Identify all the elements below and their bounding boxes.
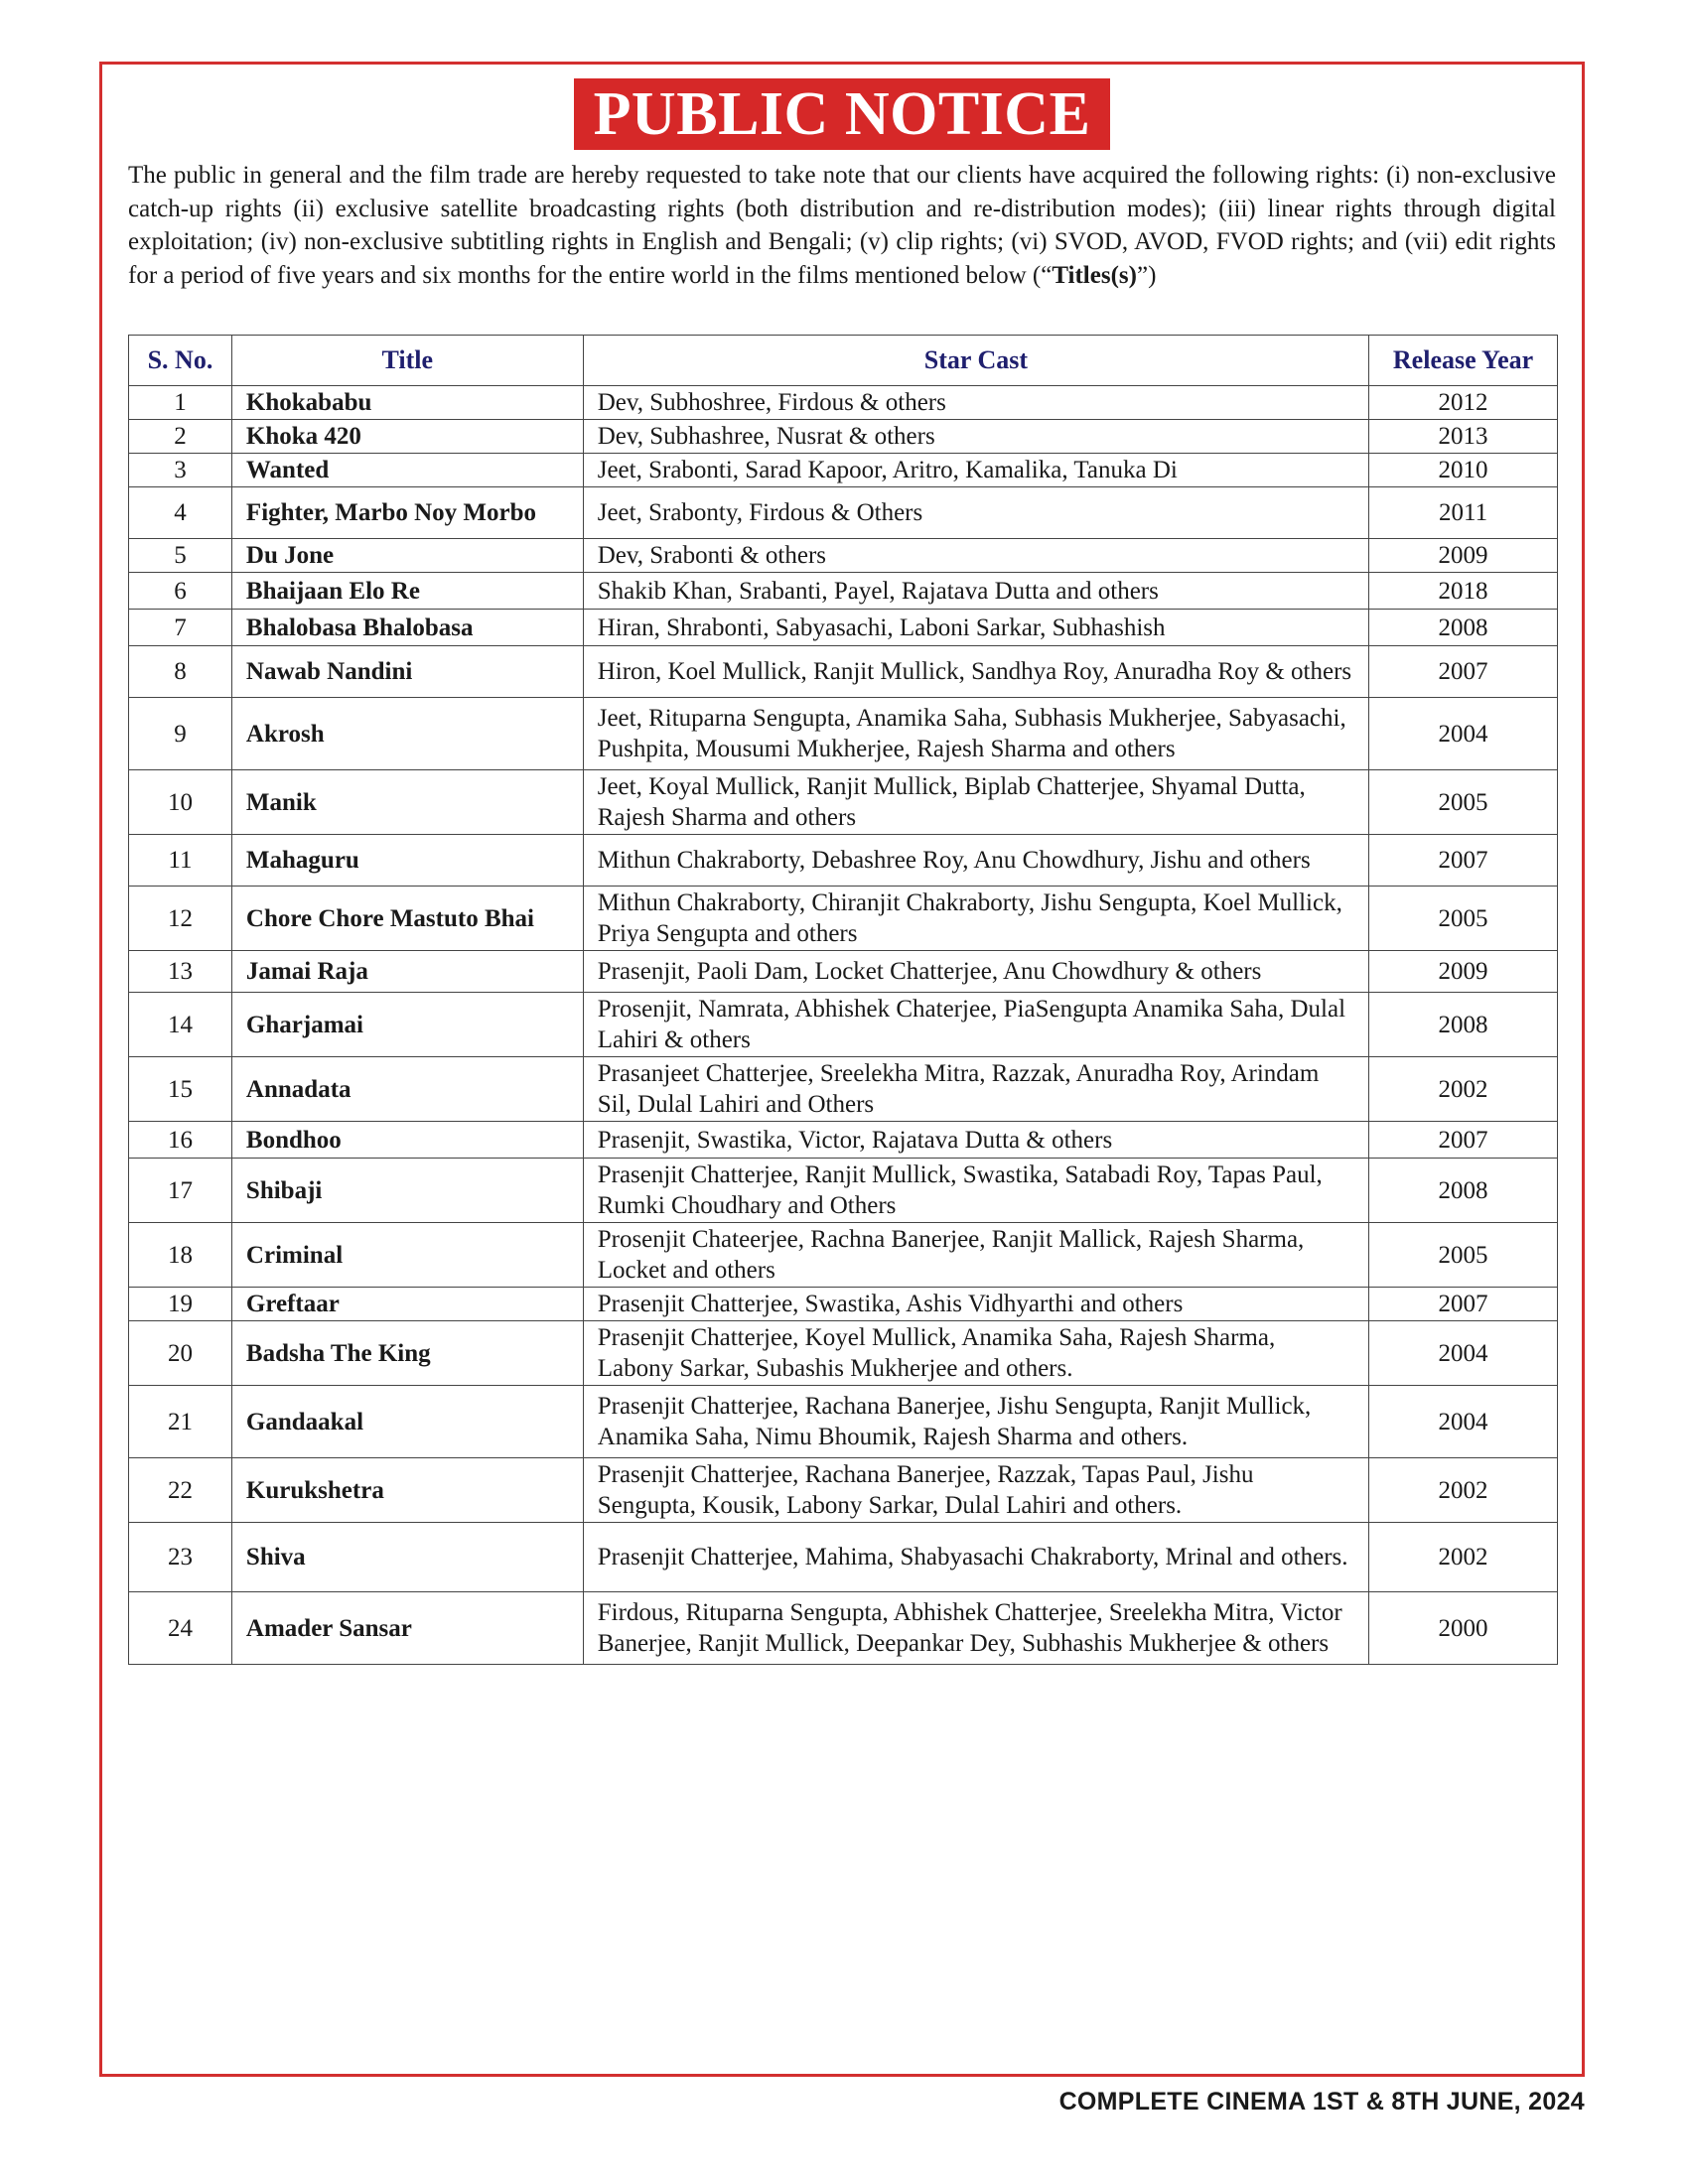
- row-cast: Mithun Chakraborty, Debashree Roy, Anu Chowdhury, Jishu and others: [583, 835, 1368, 887]
- row-sno: 9: [129, 698, 232, 770]
- row-cast: Prosenjit, Namrata, Abhishek Chaterjee, PiaSengupta Anamika Saha, Dulal Lahiri & others: [583, 993, 1368, 1057]
- row-year: 2007: [1369, 1288, 1558, 1321]
- row-year: 2005: [1369, 887, 1558, 951]
- row-title: Akrosh: [231, 698, 583, 770]
- row-sno: 24: [129, 1592, 232, 1665]
- row-year: 2009: [1369, 539, 1558, 573]
- table-row: [129, 770, 1558, 835]
- row-sno: 18: [129, 1223, 232, 1288]
- row-cast: Jeet, Srabonty, Firdous & Others: [583, 487, 1368, 539]
- row-cast: Dev, Srabonti & others: [583, 539, 1368, 573]
- row-cast: Jeet, Rituparna Sengupta, Anamika Saha, Subhasis Mukherjee, Sabyasachi, Pushpita, Mousumi Mukherjee, Rajesh Sharma and others: [583, 698, 1368, 770]
- notice-title: PUBLIC NOTICE: [574, 78, 1111, 150]
- row-sno: 17: [129, 1159, 232, 1223]
- row-sno: 1: [129, 386, 232, 420]
- row-sno: 10: [129, 770, 232, 835]
- row-year: 2011: [1369, 487, 1558, 539]
- row-cast: Prasenjit Chatterjee, Ranjit Mullick, Swastika, Satabadi Roy, Tapas Paul, Rumki Choudhary and Others: [583, 1159, 1368, 1223]
- row-cast: Jeet, Srabonti, Sarad Kapoor, Aritro, Kamalika, Tanuka Di: [583, 454, 1368, 487]
- row-title: Bondhoo: [231, 1122, 583, 1159]
- row-title: Jamai Raja: [231, 951, 583, 993]
- row-year: 2010: [1369, 454, 1558, 487]
- table-row: [129, 610, 1558, 646]
- table-header-row: [129, 336, 1558, 386]
- row-cast: Shakib Khan, Srabanti, Payel, Rajatava Dutta and others: [583, 573, 1368, 610]
- row-sno: 21: [129, 1386, 232, 1458]
- row-year: 2002: [1369, 1458, 1558, 1523]
- row-sno: 19: [129, 1288, 232, 1321]
- row-year: 2018: [1369, 573, 1558, 610]
- table-row: [129, 1386, 1558, 1458]
- row-year: 2012: [1369, 386, 1558, 420]
- notice-intro: [128, 159, 1556, 292]
- row-year: 2004: [1369, 1386, 1558, 1458]
- row-year: 2002: [1369, 1523, 1558, 1592]
- row-cast: Prasenjit Chatterjee, Mahima, Shabyasachi Chakraborty, Mrinal and others.: [583, 1523, 1368, 1592]
- table-row: [129, 454, 1558, 487]
- row-cast: Prosenjit Chateerjee, Rachna Banerjee, Ranjit Mallick, Rajesh Sharma, Locket and others: [583, 1223, 1368, 1288]
- row-sno: 20: [129, 1321, 232, 1386]
- table-row: [129, 698, 1558, 770]
- table-row: [129, 1523, 1558, 1592]
- header-sno: S. No.: [129, 336, 232, 386]
- row-sno: 3: [129, 454, 232, 487]
- table-row: [129, 646, 1558, 698]
- row-cast: Prasenjit Chatterjee, Rachana Banerjee, Razzak, Tapas Paul, Jishu Sengupta, Kousik, Labony Sarkar, Dulal Lahiri and others.: [583, 1458, 1368, 1523]
- row-cast: Mithun Chakraborty, Chiranjit Chakraborty, Jishu Sengupta, Koel Mullick, Priya Sengupta and others: [583, 887, 1368, 951]
- table-row: [129, 887, 1558, 951]
- intro-bold-term: Titles(s): [1052, 261, 1137, 289]
- row-cast: Jeet, Koyal Mullick, Ranjit Mullick, Biplab Chatterjee, Shyamal Dutta, Rajesh Sharma and others: [583, 770, 1368, 835]
- row-title: Amader Sansar: [231, 1592, 583, 1665]
- row-cast: Hiron, Koel Mullick, Ranjit Mullick, Sandhya Roy, Anuradha Roy & others: [583, 646, 1368, 698]
- row-cast: Prasenjit Chatterjee, Swastika, Ashis Vidhyarthi and others: [583, 1288, 1368, 1321]
- row-sno: 16: [129, 1122, 232, 1159]
- row-year: 2008: [1369, 610, 1558, 646]
- row-year: 2007: [1369, 835, 1558, 887]
- table-row: [129, 1223, 1558, 1288]
- row-cast: Dev, Subhoshree, Firdous & others: [583, 386, 1368, 420]
- row-year: 2005: [1369, 770, 1558, 835]
- table-row: [129, 1159, 1558, 1223]
- row-sno: 15: [129, 1057, 232, 1122]
- intro-text: The public in general and the film trade are hereby requested to take note that our clients have acquired the following rights: (i) non-exclusive catch-up rights (ii) exclusive satellite broadcasting rights (both distribution and re-distribution modes); (iii) linear rights through digital exploitation; (iv) non-exclusive subtitling rights in English and Bengali; (v) clip rights; (vi) SVOD, AVOD, FVOD rights; and (vii) edit rights for a period of five years and six months for the entire world in the films mentioned below (“: [128, 162, 1556, 289]
- header-year: Release Year: [1369, 336, 1558, 386]
- row-cast: Prasanjeet Chatterjee, Sreelekha Mitra, Razzak, Anuradha Roy, Arindam Sil, Dulal Lahiri and Others: [583, 1057, 1368, 1122]
- row-sno: 22: [129, 1458, 232, 1523]
- table-row: [129, 487, 1558, 539]
- row-sno: 14: [129, 993, 232, 1057]
- row-title: Gharjamai: [231, 993, 583, 1057]
- row-year: 2009: [1369, 951, 1558, 993]
- table-row: [129, 835, 1558, 887]
- table-row: [129, 1592, 1558, 1665]
- row-title: Fighter, Marbo Noy Morbo: [231, 487, 583, 539]
- row-title: Criminal: [231, 1223, 583, 1288]
- row-title: Mahaguru: [231, 835, 583, 887]
- table-row: [129, 386, 1558, 420]
- row-sno: 7: [129, 610, 232, 646]
- title-wrap: [102, 78, 1582, 150]
- row-title: Khoka 420: [231, 420, 583, 454]
- table-row: [129, 1458, 1558, 1523]
- publication-footer: COMPLETE CINEMA 1ST & 8TH JUNE, 2024: [1058, 2088, 1585, 2116]
- row-cast: Dev, Subhashree, Nusrat & others: [583, 420, 1368, 454]
- table-body: [129, 386, 1558, 1665]
- row-year: 2005: [1369, 1223, 1558, 1288]
- row-title: Kurukshetra: [231, 1458, 583, 1523]
- table-row: [129, 1321, 1558, 1386]
- row-title: Bhaijaan Elo Re: [231, 573, 583, 610]
- table-row: [129, 993, 1558, 1057]
- table-row: [129, 951, 1558, 993]
- row-title: Manik: [231, 770, 583, 835]
- row-title: Khokababu: [231, 386, 583, 420]
- row-year: 2008: [1369, 1159, 1558, 1223]
- row-cast: Firdous, Rituparna Sengupta, Abhishek Chatterjee, Sreelekha Mitra, Victor Banerjee, Ranjit Mullick, Deepankar Dey, Subhashis Mukherjee & others: [583, 1592, 1368, 1665]
- row-sno: 4: [129, 487, 232, 539]
- row-year: 2013: [1369, 420, 1558, 454]
- row-title: Greftaar: [231, 1288, 583, 1321]
- row-title: Bhalobasa Bhalobasa: [231, 610, 583, 646]
- header-title: Title: [231, 336, 583, 386]
- row-year: 2007: [1369, 1122, 1558, 1159]
- row-title: Shibaji: [231, 1159, 583, 1223]
- table-row: [129, 1288, 1558, 1321]
- header-cast: Star Cast: [583, 336, 1368, 386]
- row-year: 2004: [1369, 698, 1558, 770]
- intro-end: ”): [1136, 261, 1157, 289]
- notice-frame: [99, 62, 1585, 2077]
- row-title: Shiva: [231, 1523, 583, 1592]
- row-sno: 8: [129, 646, 232, 698]
- row-title: Gandaakal: [231, 1386, 583, 1458]
- row-sno: 13: [129, 951, 232, 993]
- row-title: Badsha The King: [231, 1321, 583, 1386]
- row-sno: 12: [129, 887, 232, 951]
- table-row: [129, 420, 1558, 454]
- row-sno: 6: [129, 573, 232, 610]
- titles-table: [128, 335, 1558, 1665]
- row-cast: Prasenjit Chatterjee, Koyel Mullick, Anamika Saha, Rajesh Sharma, Labony Sarkar, Subashis Mukherjee and others.: [583, 1321, 1368, 1386]
- row-title: Annadata: [231, 1057, 583, 1122]
- row-title: Wanted: [231, 454, 583, 487]
- table-row: [129, 573, 1558, 610]
- row-title: Du Jone: [231, 539, 583, 573]
- row-cast: Hiran, Shrabonti, Sabyasachi, Laboni Sarkar, Subhashish: [583, 610, 1368, 646]
- row-sno: 23: [129, 1523, 232, 1592]
- table-row: [129, 539, 1558, 573]
- row-sno: 2: [129, 420, 232, 454]
- row-cast: Prasenjit, Swastika, Victor, Rajatava Dutta & others: [583, 1122, 1368, 1159]
- row-year: 2008: [1369, 993, 1558, 1057]
- row-title: Nawab Nandini: [231, 646, 583, 698]
- row-title: Chore Chore Mastuto Bhai: [231, 887, 583, 951]
- row-year: 2000: [1369, 1592, 1558, 1665]
- row-year: 2004: [1369, 1321, 1558, 1386]
- table-row: [129, 1057, 1558, 1122]
- row-year: 2002: [1369, 1057, 1558, 1122]
- table-row: [129, 1122, 1558, 1159]
- row-year: 2007: [1369, 646, 1558, 698]
- row-sno: 11: [129, 835, 232, 887]
- row-cast: Prasenjit, Paoli Dam, Locket Chatterjee, Anu Chowdhury & others: [583, 951, 1368, 993]
- row-sno: 5: [129, 539, 232, 573]
- row-cast: Prasenjit Chatterjee, Rachana Banerjee, Jishu Sengupta, Ranjit Mullick, Anamika Saha, Nimu Bhoumik, Rajesh Sharma and others.: [583, 1386, 1368, 1458]
